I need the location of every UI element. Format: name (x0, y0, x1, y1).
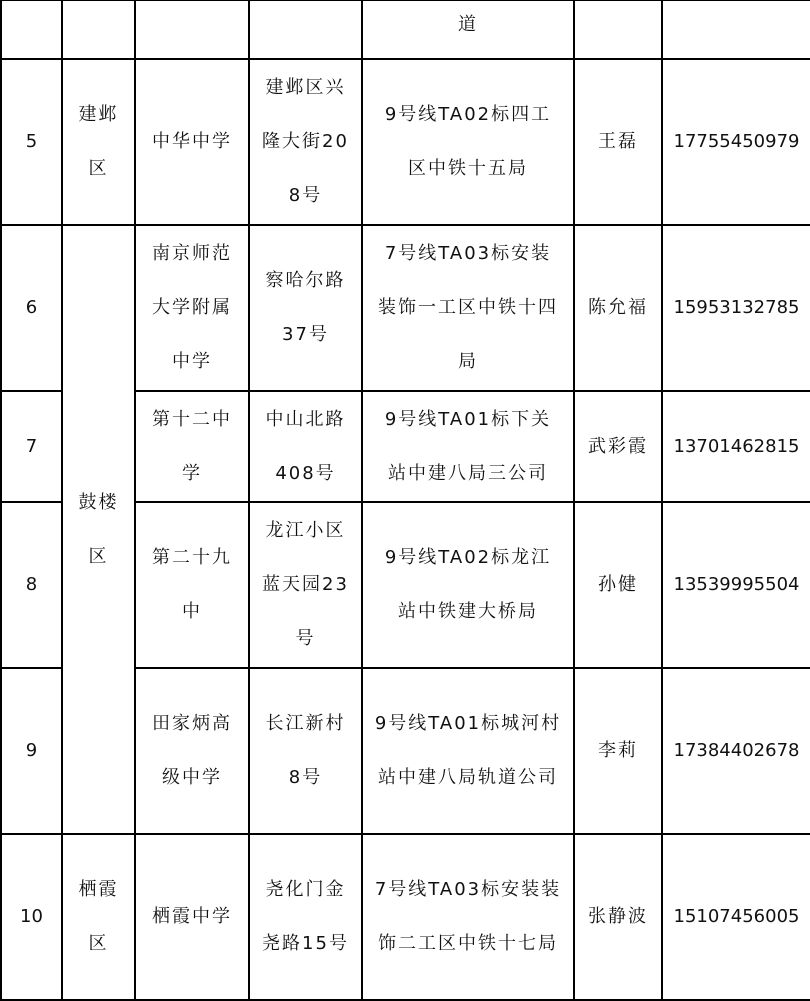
address-cell (249, 225, 362, 391)
index-cell (1, 59, 62, 225)
contact-phone: 17384402678 (673, 740, 800, 761)
project-cell (362, 834, 574, 1000)
phone-cell (662, 0, 810, 59)
contact-cell (574, 59, 662, 225)
table-row (1, 834, 810, 1000)
project-cell (362, 668, 574, 834)
construction-project: 9号线TA01标城河村站中建八局轨道公司 (374, 713, 562, 788)
school-cell (135, 0, 249, 59)
contact-name: 张静波 (588, 906, 648, 927)
contact-cell (574, 225, 662, 391)
phone-cell (662, 502, 810, 668)
address-cell (249, 391, 362, 502)
district-name: 栖霞区 (78, 879, 119, 954)
phone-cell (662, 391, 810, 502)
table-row (1, 225, 810, 391)
index-cell (1, 225, 62, 391)
index-cell (1, 0, 62, 59)
project-text: 道 (458, 14, 478, 35)
row-index: 10 (20, 906, 43, 927)
construction-project: 7号线TA03标安装装饰一工区中铁十四局 (378, 243, 558, 372)
project-cell (362, 0, 574, 59)
contact-cell (574, 391, 662, 502)
school-name: 南京师范大学附属中学 (152, 243, 232, 372)
school-name: 中华中学 (152, 131, 232, 152)
row-index: 7 (25, 435, 38, 457)
contact-phone: 15107456005 (673, 906, 800, 927)
construction-project: 9号线TA01标下关站中建八局三公司 (384, 408, 552, 484)
school-cell (135, 225, 249, 391)
contact-cell (574, 834, 662, 1000)
address-cell (249, 834, 362, 1000)
index-cell (1, 391, 62, 502)
project-cell (362, 59, 574, 225)
address-cell (249, 0, 362, 59)
school-name: 栖霞中学 (152, 906, 232, 927)
school-address: 建邺区兴隆大街208号 (262, 77, 349, 206)
row-index: 5 (25, 131, 38, 152)
table-row-continued (1, 0, 810, 59)
phone-cell (662, 225, 810, 391)
row-index: 8 (25, 574, 38, 595)
phone-cell (662, 834, 810, 1000)
address-cell (249, 668, 362, 834)
contact-name: 陈允福 (588, 297, 648, 318)
school-cell (135, 59, 249, 225)
school-address: 中山北路408号 (265, 408, 346, 484)
construction-project: 9号线TA02标四工区中铁十五局 (384, 104, 552, 179)
address-cell (249, 502, 362, 668)
school-name: 第二十九中 (152, 547, 232, 622)
phone-cell (662, 668, 810, 834)
contact-name: 王磊 (598, 131, 638, 152)
contact-phone: 13539995504 (673, 574, 800, 595)
construction-project: 7号线TA03标安装装饰二工区中铁十七局 (374, 879, 562, 954)
index-cell (1, 668, 62, 834)
row-index: 9 (25, 740, 38, 761)
district-cell (62, 59, 135, 225)
school-address: 察哈尔路37号 (265, 270, 346, 345)
project-cell (362, 225, 574, 391)
contact-cell (574, 0, 662, 59)
school-cell (135, 668, 249, 834)
construction-project: 9号线TA02标龙江站中铁建大桥局 (384, 547, 552, 622)
index-cell (1, 834, 62, 1000)
contact-phone: 13701462815 (673, 435, 800, 457)
contact-name: 李莉 (598, 740, 638, 761)
school-name: 第十二中学 (152, 408, 232, 484)
district-cell (62, 225, 135, 834)
phone-cell (662, 59, 810, 225)
address-cell (249, 59, 362, 225)
district-cell (62, 834, 135, 1000)
school-address: 龙江小区蓝天园23号 (262, 520, 349, 649)
project-cell (362, 502, 574, 668)
district-cell (62, 0, 135, 59)
row-index: 6 (25, 297, 38, 318)
contact-name: 孙健 (598, 574, 638, 595)
contact-phone: 17755450979 (673, 131, 800, 152)
contact-phone: 15953132785 (673, 297, 800, 318)
district-name: 鼓楼区 (78, 491, 119, 567)
school-cell (135, 502, 249, 668)
contact-cell (574, 502, 662, 668)
school-address: 长江新村8号 (265, 713, 346, 788)
school-address: 尧化门金尧路15号 (262, 879, 349, 954)
district-name: 建邺区 (78, 104, 119, 179)
contact-name: 武彩霞 (588, 435, 648, 457)
contact-cell (574, 668, 662, 834)
school-cell (135, 391, 249, 502)
table-row (1, 59, 810, 225)
school-cell (135, 834, 249, 1000)
project-cell (362, 391, 574, 502)
school-name: 田家炳高级中学 (152, 713, 232, 788)
index-cell (1, 502, 62, 668)
